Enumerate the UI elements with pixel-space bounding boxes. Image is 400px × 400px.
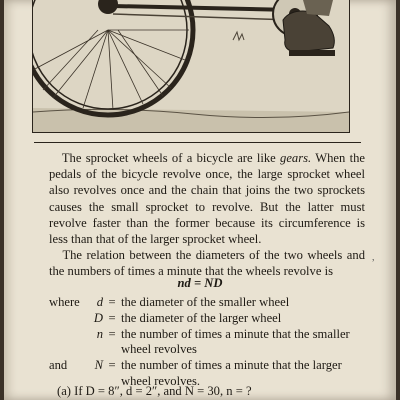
definition-lead: and xyxy=(49,358,68,373)
divider-rule xyxy=(34,142,361,143)
definition-variable: N xyxy=(94,358,103,373)
definition-row xyxy=(49,358,379,374)
bicycle-illustration xyxy=(32,0,350,133)
definition-variable: d xyxy=(96,295,103,309)
gears-italic: gears. xyxy=(280,151,312,165)
definition-equals: = xyxy=(108,295,116,309)
definition-lead xyxy=(49,311,89,327)
definition-row xyxy=(49,295,379,311)
definition-row xyxy=(49,327,379,343)
definition-equals: = xyxy=(108,358,116,373)
problem-a: (a) If D = 8″, d = 2″, and N = 30, n = ? xyxy=(57,384,252,398)
definition-text: the number of times a minute that the larger xyxy=(121,358,342,373)
definition-equals: = xyxy=(108,326,116,341)
formula: nd = ND xyxy=(177,276,223,290)
paragraph1-pre: The sprocket wheels of a bicycle are like xyxy=(61,151,281,165)
definition-variable: n xyxy=(96,326,103,341)
definition-continuation: wheel revolves xyxy=(121,342,197,357)
definition-variable: D xyxy=(93,310,103,325)
paragraph-relation xyxy=(49,247,365,279)
definition-row xyxy=(49,311,379,327)
paragraph2-text: The relation between the diameters of the two wheels and the numbers of times a minute that the wheels revolve is xyxy=(49,248,365,279)
definition-text: the number of times a minute that the smaller xyxy=(121,326,350,341)
pencil-mark: , xyxy=(372,252,375,263)
definition-text: the diameter of the larger wheel xyxy=(121,310,282,325)
book-page xyxy=(4,0,396,400)
definition-continuation: wheel revolves. xyxy=(121,373,201,388)
paragraph-sprocket-wheels xyxy=(49,150,365,247)
definition-lead: where xyxy=(49,295,80,309)
paragraph1-post: When the pedals of the bicycle revolve once, the large sprocket wheel also revolves once and the chain that joins the two sprockets causes the small sprocket to revolve. But the latter must revolve faster than the former because its circumference is less than that of the larger sprocket wheel. xyxy=(49,151,365,247)
definitions-list xyxy=(49,295,379,390)
definition-text: the diameter of the smaller wheel xyxy=(121,295,290,309)
bicycle-wheel-drawing xyxy=(33,0,349,132)
definition-equals: = xyxy=(108,310,116,325)
definition-lead xyxy=(49,327,89,343)
